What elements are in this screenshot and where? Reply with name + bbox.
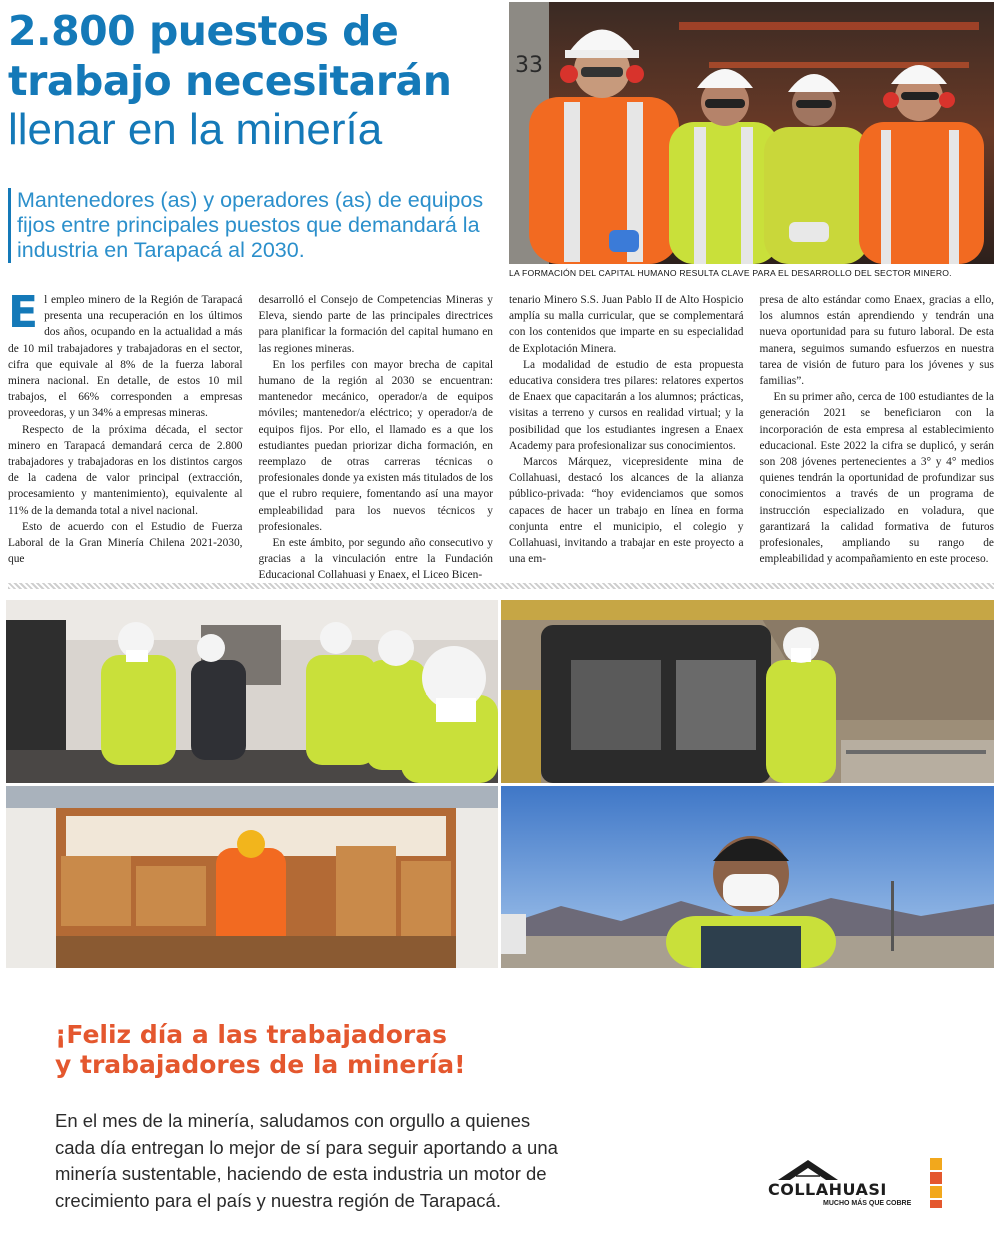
photo-four-workers bbox=[509, 2, 994, 264]
photo-worker-landscape bbox=[501, 786, 994, 968]
column-4 bbox=[760, 292, 995, 577]
headline bbox=[8, 6, 498, 154]
paragraph: En este ámbito, por segundo año consecutivo y gracias a la vinculación entre la Fundación Educacional Collahuasi y Enaex, el Liceo Bicen- bbox=[258, 537, 493, 582]
paragraph bbox=[8, 287, 243, 422]
logo-wordmark: COLLAHUASI bbox=[768, 1180, 887, 1199]
paragraph: La modalidad de estudio de esta propuesta educativa considera tres pilares: relatores expertos de Enaex que capacitarán a los alumnos; prácticas, visitas a terreno y cursos en realidad virtual; y la posibilidad que los estudiantes ingresen a Enaex Academy para profesionalizar sus conocimientos. bbox=[509, 358, 744, 452]
photo-simulator-students bbox=[6, 600, 498, 783]
photo-caption: LA FORMACIÓN DEL CAPITAL HUMANO RESULTA CLAVE PARA EL DESARROLLO DEL SECTOR MINERO. bbox=[509, 268, 952, 278]
collahuasi-logo bbox=[768, 1158, 948, 1218]
paragraph: presa de alto estándar como Enaex, gracias a ello, los alumnos están aprendiendo y tendrán una nueva oportunidad para su futuro laboral. De esta manera, seguimos sumando esfuerzos en nuestra tarea de visión de futuro para los jóvenes y sus familias”. bbox=[759, 294, 994, 388]
paragraph: tenario Minero S.S. Juan Pablo II de Alto Hospicio amplía su malla curricular, que se complementará con los contenidos que imparte en su especialidad de Explotación Minera. bbox=[509, 294, 744, 355]
column-3 bbox=[509, 292, 744, 577]
ad-title bbox=[55, 1020, 655, 1080]
article-body bbox=[8, 287, 994, 582]
column-2 bbox=[258, 292, 494, 582]
paragraph: En los perfiles con mayor brecha de capital humano de la región al 2030 se encuentran: mantenedor mecánico, operador/a de equipos móviles; mantenedor/a eléctrico; y operador/a de equipos fijos. Por ello, el llamado es a que los estudiantes puedan priorizar dicha formación, en reemplazo de otras carreras técnicas o profesionales donde ya existen más titulados de los que el rubro requiere, fomentando así una mayor empleabilidad para los nuevos técnicos y profesionales. bbox=[258, 358, 493, 533]
paragraph-text: l empleo minero de la Región de Tarapacá presenta una recuperación en los últimos dos años, ocupando en la actualidad a más de 10 mil trabajadores y trabajadoras en el sector, cifra que equivale al 8% de la fuerza laboral minera nacional. En detalle, de estos 10 mil trabajos, el 66% corresponden a empresas proveedoras, y un 34% a empresas mineras. bbox=[8, 294, 243, 420]
paragraph: En su primer año, cerca de 100 estudiantes de la generación 2021 se beneficiaron con la incorporación de esta empresa al establecimiento educacional. Este 2022 la cifra se duplicó, y serán son 208 jóvenes pertenecientes a 3° y 4° medios quienes tendrán la oportunidad de profundizar sus conocimientos a través de un programa de instrucción especializado en voladura, que garantizará la calidad formativa de futuros profesionales, ampliando su rango de empleabilidad y acompañamiento en este proceso. bbox=[759, 391, 994, 566]
headline-line-3: llenar en la minería bbox=[8, 105, 383, 154]
paragraph: desarrolló el Consejo de Competencias Mineras y Eleva, siendo parte de las principales directrices para planificar la formación del capital humano en las regiones mineras. bbox=[258, 294, 493, 355]
photo-mining-truck bbox=[501, 600, 994, 783]
photo-warehouse-container bbox=[6, 786, 498, 968]
logo-tagline: MUCHO MÁS QUE COBRE bbox=[823, 1200, 912, 1207]
article-subtitle: Mantenedores (as) y operadores (as) de equipos fijos entre principales puestos que demandará la industria en Tarapacá al 2030. bbox=[8, 188, 497, 263]
drop-cap: E bbox=[8, 287, 39, 338]
paragraph: Esto de acuerdo con el Estudio de Fuerza Laboral de la Gran Minería Chilena 2021-2030, que bbox=[8, 520, 243, 566]
svg-text:33: 33 bbox=[515, 53, 543, 78]
headline-line-1: 2.800 puestos de bbox=[8, 7, 399, 55]
section-divider bbox=[8, 583, 994, 589]
headline-line-2: trabajo necesitarán bbox=[8, 57, 452, 105]
ad-body-text: En el mes de la minería, saludamos con orgullo a quienes cada día entregan lo mejor de sí para seguir aportando a una minería sustentable, haciendo de esta industria un motor de crecimiento para el país y nuestra región de Tarapacá. bbox=[55, 1110, 558, 1211]
ad-title-line-2: y trabajadores de la minería! bbox=[55, 1050, 466, 1079]
column-1 bbox=[8, 287, 243, 577]
paragraph: Marcos Márquez, vicepresidente mina de Collahuasi, destacó los alcances de la alianza público-privada: “hoy evidenciamos que somos capaces de hacer un trabajo en línea en forma conjunta entre el municipio, el colegio y Collahuasi, invitando a trabajar en este proyecto a una em- bbox=[509, 456, 744, 566]
paragraph: Respecto de la próxima década, el sector minero en Tarapacá demandará cerca de 2.800 trabajadores y trabajadoras en los distintos cargos de la cadena de valor principal (extracción, procesamiento y mantenimiento), equivalente al 11% de la demanda total a nivel nacional. bbox=[8, 423, 243, 517]
ad-title-line-1: ¡Feliz día a las trabajadoras bbox=[55, 1020, 447, 1049]
